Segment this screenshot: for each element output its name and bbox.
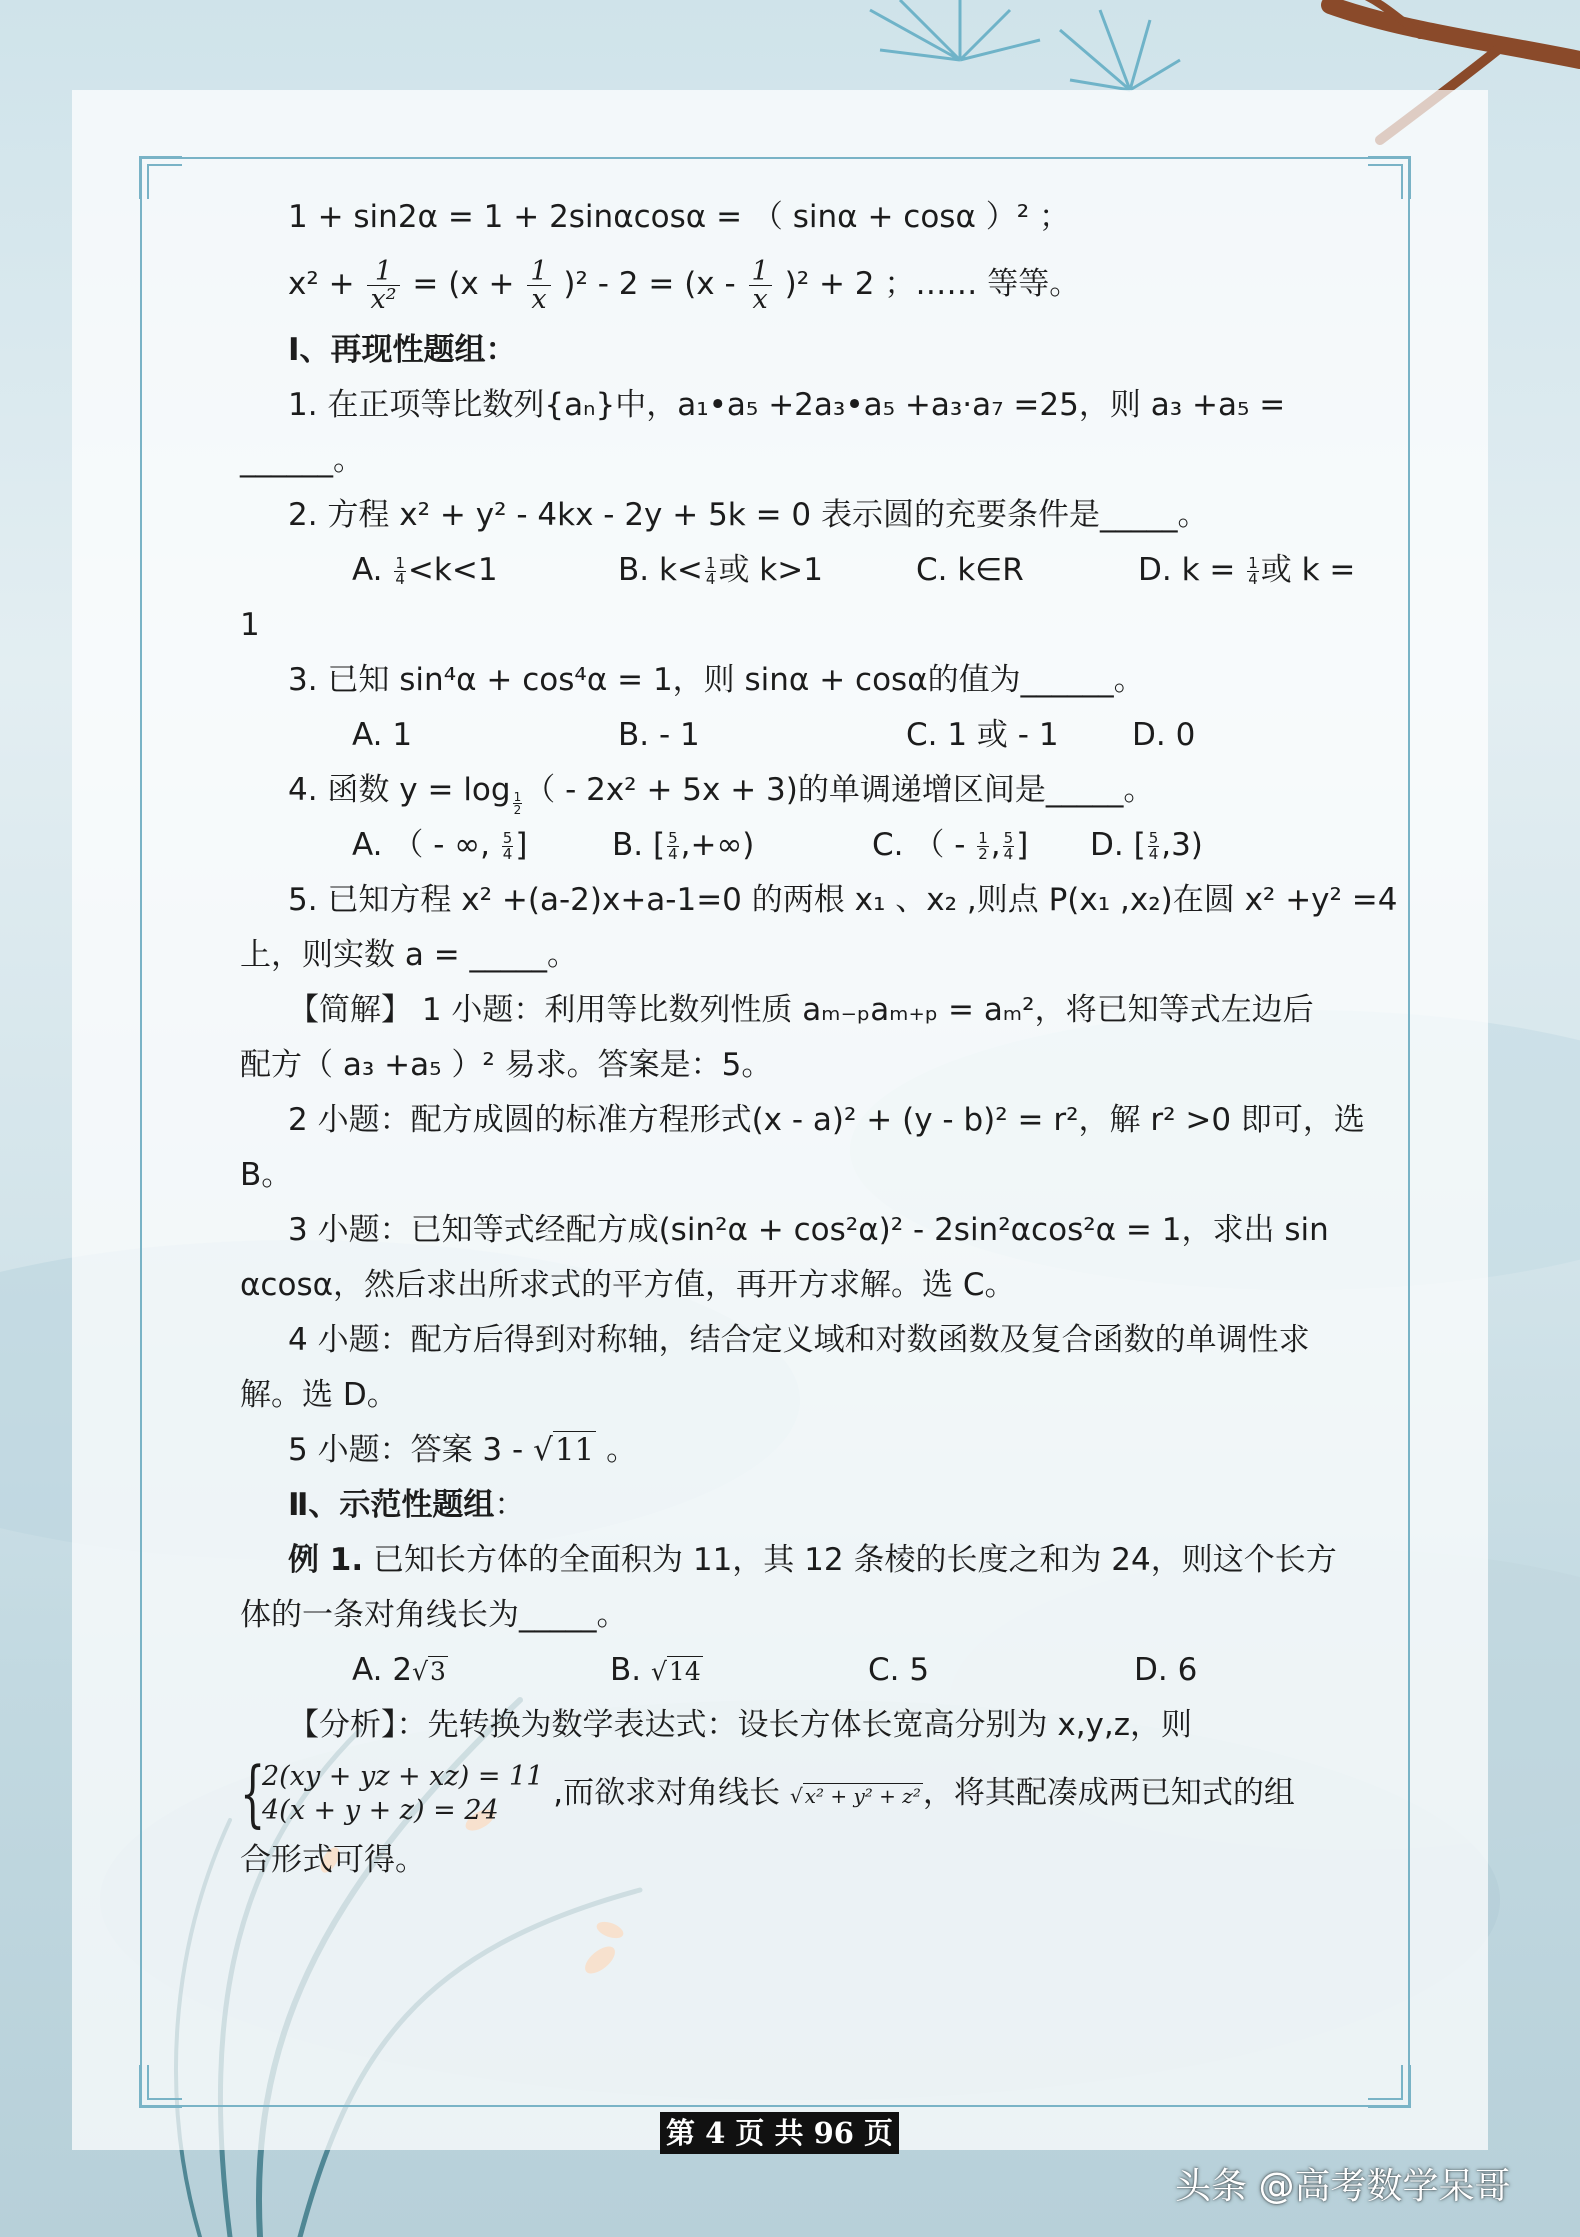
question-2-options	[240, 543, 1356, 598]
fraction: $\frac{1}{x}$	[527, 258, 550, 313]
answer-1-cont: 配方（ a₃ +a₅ ）² 易求。答案是：5。	[240, 1047, 773, 1083]
question-3: 3. 已知 sin⁴α + cos⁴α = 1，则 sinα + cosα的值为______。	[288, 662, 1145, 698]
option-b: B. k< $\frac{1}{4}$ 或 k>1	[618, 552, 823, 588]
sqrt: √11	[533, 1432, 595, 1468]
sqrt-diagonal: √ x² + y² + z²	[789, 1784, 921, 1808]
option-b: B. [ $\frac{5}{4}$ ,+∞)	[612, 827, 755, 863]
question-4: 4. 函数 y = log $\frac{1}{2}$ （ - 2x² + 5x + 3)的单调递增区间是_____。	[288, 772, 1155, 817]
question-4-options	[240, 818, 1340, 873]
question-1-blank: ______。	[240, 442, 364, 478]
option-d: D. 0	[1132, 717, 1196, 753]
question-5-cont: 上，则实数 a = _____。	[240, 937, 579, 973]
option-b: B. - 1	[618, 717, 700, 753]
fraction: $\frac{1}{\text{x²}}$	[367, 258, 399, 313]
frame-corner-top-right	[1366, 155, 1412, 201]
section-heading-1: Ⅰ、再现性题组：	[288, 332, 517, 368]
watermark: 头条 @高考数学呆哥	[1175, 2166, 1511, 2207]
analysis-system-line: { 2(xy + yz + xz) = 11 4(x + y + z) = 24 ,而欲求对角线长 √ x² + y² + z²，将其配凑成两已知式的组	[240, 1750, 1295, 1835]
option-d: D. 6	[1134, 1652, 1198, 1688]
frame-corner-bottom-left	[138, 2063, 184, 2109]
formula-part: )² + 2 ；…… 等等。	[784, 266, 1081, 302]
question-5: 5. 已知方程 x² +(a-2)x+a-1=0 的两根 x₁ 、x₂ ,则点 P(x₁ ,x₂)在圆 x² +y² =4	[288, 882, 1398, 918]
option-c: C. k∈R	[916, 552, 1024, 588]
page-number-footer: 第 4 页 共 96 页	[660, 2112, 899, 2154]
formula-part: = (x +	[412, 266, 525, 302]
option-a: A. （ - ∞, $\frac{5}{4}$ ]	[352, 827, 528, 863]
question-2-wrap: 1	[240, 607, 260, 643]
option-d: D. [ $\frac{5}{4}$ ,3)	[1090, 827, 1203, 863]
answer-3: 3 小题：已知等式经配方成(sin²α + cos²α)² - 2sin²αcos²α = 1，求出 sin	[288, 1212, 1329, 1248]
option-b: B. √14	[610, 1652, 701, 1688]
answer-2-cont: B。	[240, 1157, 293, 1193]
option-a: A. 1	[352, 717, 413, 753]
document-body	[240, 190, 1398, 1888]
formula-part: )² - 2 = (x -	[563, 266, 746, 302]
question-2: 2. 方程 x² + y² - 4kx - 2y + 5k = 0 表示圆的充要条件是_____。	[288, 497, 1209, 533]
formula-part: x² +	[288, 266, 365, 302]
option-c: C. 5	[868, 1652, 930, 1688]
frame-corner-bottom-right	[1366, 2063, 1412, 2109]
answer-3-cont: αcosα，然后求出所求式的平方值，再开方求解。选 C。	[240, 1267, 1016, 1303]
answer-4: 4 小题：配方后得到对称轴，结合定义域和对数函数及复合函数的单调性求	[288, 1322, 1310, 1358]
log-base: $\frac{1}{2}$	[513, 790, 522, 817]
question-1: 1. 在正项等比数列{aₙ}中，a₁•a₅ +2a₃•a₅ +a₃·a₇ =25，则 a₃ +a₅ =	[288, 387, 1286, 423]
option-c: C. （ - $\frac{1}{2}$ , $\frac{5}{4}$ ]	[872, 827, 1029, 863]
formula-line-1: 1 + sin2α = 1 + 2sinαcosα = （ sinα + cosα ）² ；	[288, 199, 1071, 235]
frame-corner-top-left	[138, 155, 184, 201]
option-c: C. 1 或 - 1	[906, 717, 1059, 753]
equation-system: { 2(xy + yz + xz) = 11 4(x + y + z) = 24	[240, 1750, 544, 1835]
formula-line-2	[240, 245, 1340, 323]
analysis-cont: 合形式可得。	[240, 1842, 426, 1878]
answer-4-cont: 解。选 D。	[240, 1377, 398, 1413]
question-3-options	[240, 708, 1340, 763]
option-d: D. k = $\frac{1}{4}$ 或 k =	[1138, 552, 1356, 588]
section-heading-2: Ⅱ、示范性题组：	[288, 1487, 526, 1523]
option-a: A. 2√3	[352, 1652, 446, 1688]
analysis: 【分析】：先转换为数学表达式：设长方体长宽高分别为 x,y,z，则	[288, 1707, 1193, 1743]
fraction: $\frac{1}{x}$	[749, 258, 772, 313]
answer-5: 5 小题：答案 3 - √11 。	[240, 1423, 1340, 1478]
example-1-options	[240, 1643, 1340, 1698]
example-1-cont: 体的一条对角线长为_____。	[240, 1597, 628, 1633]
example-1: 例 1. 已知长方体的全面积为 11，其 12 条棱的长度之和为 24，则这个长方	[288, 1542, 1337, 1578]
answer-2: 2 小题：配方成圆的标准方程形式(x - a)² + (y - b)² = r²，解 r² >0 即可，选	[288, 1102, 1365, 1138]
answer-1: 【简解】 1 小题：利用等比数列性质 aₘ₋ₚaₘ₊ₚ = aₘ²，将已知等式左边后	[288, 992, 1314, 1028]
option-a: A. $\frac{1}{4}$ <k<1	[352, 552, 498, 588]
